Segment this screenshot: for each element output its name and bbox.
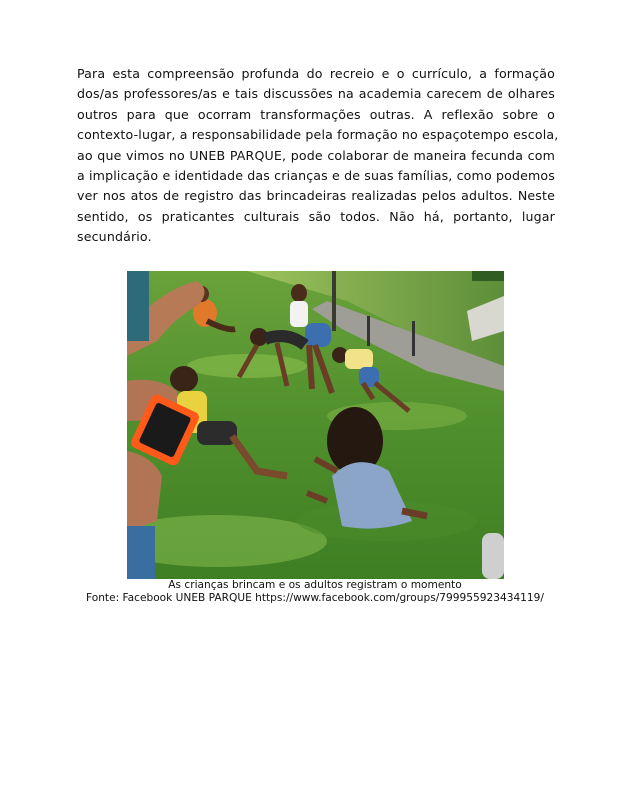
- children-playing-photo: [127, 271, 504, 579]
- paragraph-line: Para esta compreensão profunda do recreio e o currículo, a formação: [77, 66, 555, 81]
- figure-photo: [127, 271, 504, 579]
- body-paragraph: [77, 64, 559, 248]
- paragraph-line: ver nos atos de registro das brincadeiras realizadas pelos adultos. Neste: [77, 188, 555, 204]
- paragraph-line: outros para que ocorram transformações outras. A reflexão sobre o: [77, 106, 555, 122]
- paragraph-line: ao que vimos no UNEB PARQUE, pode colaborar de maneira fecunda com: [77, 147, 555, 163]
- figure-caption: As crianças brincam e os adultos registram o momento: [168, 579, 462, 591]
- paragraph-line: a implicação e identidade das crianças e de suas famílias, como podemos: [77, 168, 555, 184]
- paragraph-line: dos/as professores/as e tais discussões na academia carecem de olhares: [77, 86, 555, 102]
- figure-source: Fonte: Facebook UNEB PARQUE https://www.facebook.com/groups/799955923434119/: [86, 592, 544, 604]
- paragraph-line: sentido, os praticantes culturais são todos. Não há, portanto, lugar: [77, 208, 555, 224]
- paragraph-line: secundário.: [77, 229, 152, 245]
- paragraph-line: contexto-lugar, a responsabilidade pela formação no espaçotempo escola,: [77, 127, 559, 143]
